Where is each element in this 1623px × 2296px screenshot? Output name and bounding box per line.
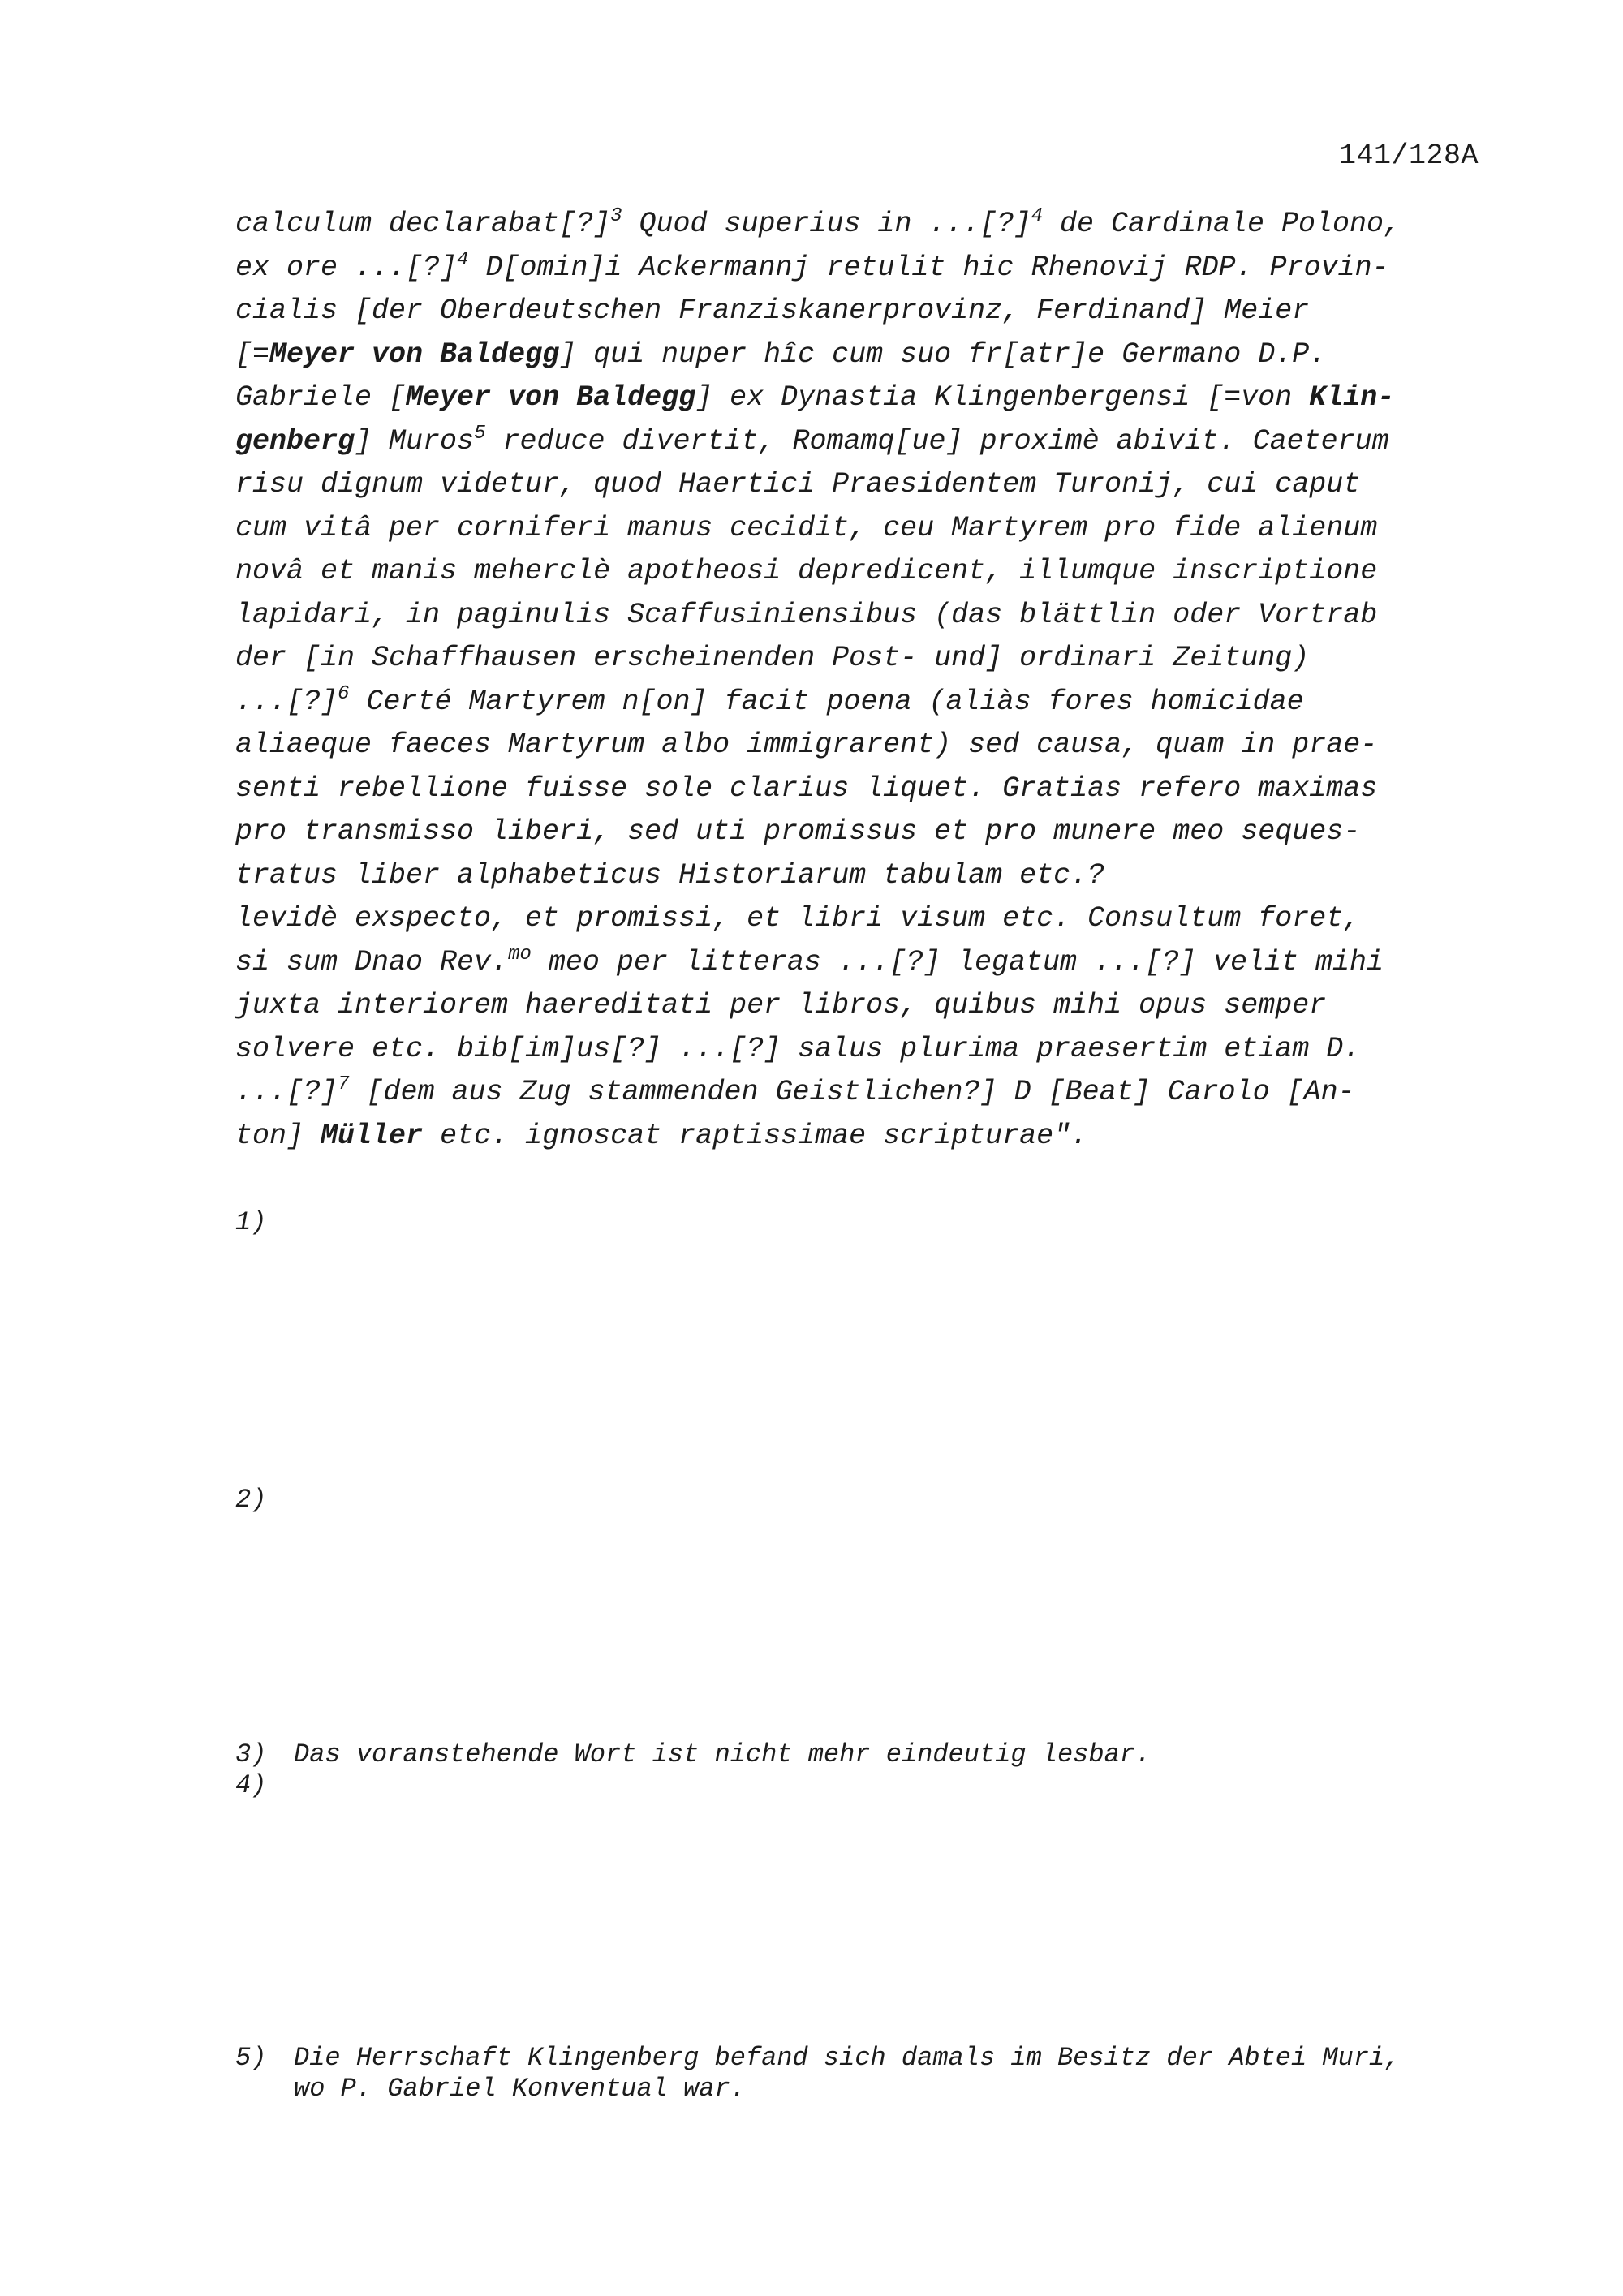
footnote-number: 3) [235, 1739, 267, 1769]
footnote-5 [235, 2043, 1400, 2105]
text-segment: ton] [235, 1119, 321, 1152]
text-line [235, 854, 1501, 898]
emphasized-name: genberg [235, 424, 355, 458]
footnote-number: 4) [235, 1770, 267, 1800]
text-line [235, 897, 1501, 941]
text-segment: lapidari, in paginulis Scaffusiniensibus (das blättlin oder Vortrab [235, 598, 1378, 631]
text-segment: novâ et manis meherclè apotheosi depredicent, illumque inscriptione [235, 555, 1378, 587]
text-segment: calculum declarabat[?] [235, 208, 611, 240]
text-segment: Certé Martyrem n[on] facit poena (aliàs fores homicidae [349, 685, 1304, 718]
footnote-number: 5) [235, 2043, 267, 2073]
footnote-reference: 4 [457, 248, 469, 271]
footnote-number: 1) [235, 1207, 267, 1237]
footnote-text: Die Herrschaft Klingenberg befand sich damals im Besitz der Abtei Muri, [294, 2043, 1401, 2073]
text-line [235, 550, 1501, 594]
text-line [235, 376, 1501, 420]
emphasized-name: Müller [321, 1119, 424, 1152]
text-line [235, 420, 1501, 464]
footnote-text: Das voranstehende Wort ist nicht mehr eindeutig lesbar. [294, 1739, 1152, 1769]
text-segment: tratus liber alphabeticus Historiarum tabulam etc.? [235, 858, 1105, 892]
text-line [235, 247, 1501, 290]
text-line [235, 1071, 1501, 1115]
text-line [235, 333, 1501, 377]
text-segment: ] ex Dynastia Klingenbergensi [=von [695, 381, 1310, 414]
text-segment: Quod superius in ...[?] [622, 208, 1031, 240]
footnote-reference: 7 [338, 1073, 350, 1095]
text-segment: solvere etc. bib[im]us[?] ...[?] salus plurima praesertim etiam D. [235, 1032, 1361, 1065]
page-number: 141/128A [1338, 140, 1479, 172]
footnote-reference: mo [508, 943, 532, 965]
text-segment: Gabriele [ [235, 381, 407, 414]
text-segment: senti rebellione fuisse sole clarius liquet. Gratias refero maximas [235, 772, 1378, 805]
text-line [235, 984, 1501, 1028]
text-segment: cialis [der Oberdeutschen Franziskanerprovinz, Ferdinand] Meier [235, 295, 1310, 327]
footnote-1 [235, 1207, 294, 1238]
text-segment: aliaeque faeces Martyrum albo immigrarent) sed causa, quam in prae- [235, 729, 1378, 761]
text-line [235, 767, 1501, 811]
text-segment: ...[?] [235, 685, 338, 718]
text-line [235, 1028, 1501, 1072]
text-segment: etc. ignoscat raptissimae scripturae". [423, 1119, 1088, 1152]
footnote-reference: 5 [474, 422, 486, 445]
text-segment: [= [235, 338, 270, 371]
text-segment: meo per litteras ...[?] legatum ...[?] velit mihi [531, 945, 1384, 978]
emphasized-name: Meyer von Baldegg [269, 338, 560, 371]
footnote-reference: 3 [610, 205, 622, 227]
text-segment: ] qui nuper hîc cum suo fr[atr]e Germano D.P. [559, 338, 1327, 371]
text-segment: cum vitâ per corniferi manus cecidit, ceu Martyrem pro fide alienum [235, 511, 1378, 544]
text-line [235, 463, 1501, 507]
text-segment: levidè exspecto, et promissi, et libri visum etc. Consultum foret, [235, 902, 1361, 935]
text-segment: [dem aus Zug stammenden Geistlichen?] D [Beat] Carolo [An- [349, 1076, 1355, 1108]
text-segment: ex ore ...[?] [235, 251, 458, 284]
text-segment: risu dignum videtur, quod Haertici Praesidentem Turonij, cui caput [235, 468, 1361, 501]
text-segment: pro transmisso liberi, sed uti promissus et pro munere meo seques- [235, 815, 1361, 848]
footnote-number: 2) [235, 1485, 267, 1515]
text-segment: ] Muros [355, 424, 475, 458]
text-line [235, 594, 1501, 638]
letter-transcription [235, 203, 1501, 1158]
footnote-4 [235, 1770, 294, 1801]
text-line [235, 724, 1501, 767]
emphasized-name: Meyer von Baldegg [406, 381, 696, 414]
text-line [235, 203, 1501, 247]
text-segment: ...[?] [235, 1076, 338, 1108]
emphasized-name: Klin- [1309, 381, 1395, 414]
text-line [235, 810, 1501, 854]
text-segment: juxta interiorem haereditati per libros, quibus mihi opus semper [235, 989, 1327, 1021]
footnote-reference: 4 [1031, 205, 1043, 227]
text-line [235, 507, 1501, 551]
text-line [235, 681, 1501, 724]
text-segment: de Cardinale Polono, [1042, 208, 1401, 240]
text-segment: D[omin]i Ackermannj retulit hic Rhenovij RDP. Provin- [468, 251, 1389, 284]
text-segment: der [in Schaffhausen erscheinenden Post- und] ordinari Zeitung) [235, 642, 1310, 674]
text-line [235, 941, 1501, 985]
text-line [235, 637, 1501, 681]
footnote-continuation: wo P. Gabriel Konventual war. [294, 2074, 746, 2104]
text-line [235, 1115, 1501, 1159]
footnote-reference: 6 [338, 682, 350, 705]
text-line [235, 290, 1501, 333]
footnote-2 [235, 1485, 294, 1516]
text-segment: reduce divertit, Romamq[ue] proximè abivit. Caeterum [485, 424, 1389, 458]
footnote-3 [235, 1739, 1151, 1770]
text-segment: si sum Dnao Rev. [235, 945, 509, 978]
